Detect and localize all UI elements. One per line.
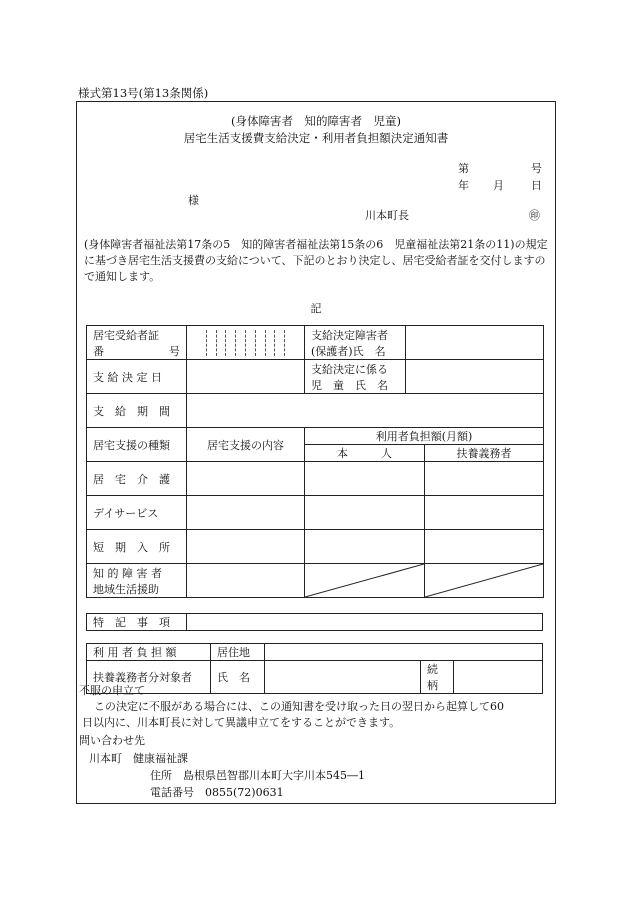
service-row-supporter-crossed bbox=[425, 564, 544, 598]
burden-target-table bbox=[86, 643, 543, 694]
contact-address: 住所 島根県邑智郡川本町大字川本545―1 bbox=[150, 769, 365, 782]
service-row-content bbox=[187, 530, 305, 564]
residence-value bbox=[265, 644, 543, 661]
service-row-self bbox=[305, 462, 425, 496]
service-row-label: 短 期 入 所 bbox=[87, 530, 187, 564]
contact-department: 川本町 健康福祉課 bbox=[89, 752, 188, 765]
service-row-content bbox=[187, 564, 305, 598]
cert-number-boxes bbox=[187, 326, 305, 360]
child-name-label bbox=[305, 360, 406, 394]
service-row-content bbox=[187, 462, 305, 496]
relation-value bbox=[454, 661, 543, 694]
form-reference: 様式第13号(第13条関係) bbox=[78, 86, 209, 100]
seal-mark: ㊞ bbox=[529, 209, 540, 222]
self-header: 本 人 bbox=[305, 445, 425, 462]
cert-label-go: 号 bbox=[169, 344, 180, 358]
cert-number-label bbox=[87, 326, 187, 360]
decision-date-label: 支 給 決 定 日 bbox=[87, 360, 187, 394]
issuer-name: 川本町長 bbox=[365, 209, 409, 222]
service-row-supporter bbox=[425, 462, 544, 496]
decision-table bbox=[86, 325, 544, 598]
name-value bbox=[265, 661, 421, 694]
service-row-label: デイサービス bbox=[87, 496, 187, 530]
decision-holder-line2: (保護者)氏 名 bbox=[311, 344, 386, 358]
residence-label: 居住地 bbox=[211, 644, 265, 661]
decision-date-value bbox=[187, 360, 305, 394]
last-row-line1: 知 的 障 害 者 bbox=[93, 566, 162, 580]
appeal-text-line2: 日以内に、川本町長に対して異議申立てをすることができます。 bbox=[82, 716, 401, 729]
appeal-heading: 不服の申立て bbox=[79, 684, 145, 697]
special-notes-table bbox=[86, 613, 543, 631]
recipient-honorific: 様 bbox=[188, 194, 199, 207]
burden-label: 利 用 者 負 担 額 bbox=[87, 644, 211, 661]
service-row-supporter bbox=[425, 496, 544, 530]
ki-heading: 記 bbox=[310, 302, 322, 315]
special-notes-value bbox=[187, 614, 543, 631]
supporter-target-label: 扶養義務者分対象者 bbox=[87, 661, 211, 694]
special-notes-label: 特 記 事 項 bbox=[87, 614, 187, 631]
cert-label-line1: 居宅受給者証 bbox=[93, 328, 159, 342]
document-title: 居宅生活支援費支給決定・利用者負担額決定通知書 bbox=[183, 131, 449, 145]
contact-heading: 問い合わせ先 bbox=[79, 734, 145, 747]
name-label: 氏 名 bbox=[211, 661, 265, 694]
service-row-label: 居 宅 介 護 bbox=[87, 462, 187, 496]
notice-number-suffix: 号 bbox=[531, 162, 542, 175]
supporter-header: 扶養義務者 bbox=[425, 445, 544, 462]
decision-holder-label bbox=[305, 326, 406, 360]
date-day: 日 bbox=[531, 179, 542, 192]
service-row-content bbox=[187, 496, 305, 530]
service-row-self-crossed bbox=[305, 564, 425, 598]
service-row-label bbox=[87, 564, 187, 598]
cert-label-ban: 番 bbox=[93, 344, 104, 358]
cert-digit-cells bbox=[197, 330, 294, 356]
date-month: 月 bbox=[493, 179, 504, 192]
child-name-value bbox=[406, 360, 544, 394]
period-label: 支 給 期 間 bbox=[87, 394, 187, 428]
service-row-supporter bbox=[425, 530, 544, 564]
title-subtitle: (身体障害者 知的障害者 児童) bbox=[231, 114, 401, 128]
service-row-self bbox=[305, 496, 425, 530]
child-label-line1: 支給決定に係る bbox=[311, 362, 388, 376]
period-value bbox=[187, 394, 544, 428]
diagonal-line bbox=[425, 564, 543, 597]
diagonal-line bbox=[305, 564, 424, 597]
notice-number-prefix: 第 bbox=[458, 162, 469, 175]
child-label-line2: 児 童 氏 名 bbox=[311, 378, 388, 392]
appeal-text-line1: この決定に不服がある場合には、この通知書を受け取った日の翌日から起算して60 bbox=[94, 700, 504, 713]
notice-body-text: (身体障害者福祉法第17条の5 知的障害者福祉法第15条の6 児童福祉法第21条の11)の規定に基づき居宅生活支援費の支給について、下記のとおり決定し、居宅受給者証を交付しますので通知します。 bbox=[84, 238, 548, 283]
decision-holder-value bbox=[406, 326, 544, 360]
service-row-self bbox=[305, 530, 425, 564]
contact-phone: 電話番号 0855(72)0631 bbox=[150, 786, 284, 799]
burden-header: 利用者負担額(月額) bbox=[305, 428, 544, 445]
type-header: 居宅支援の種類 bbox=[87, 428, 187, 462]
decision-holder-line1: 支給決定障害者 bbox=[311, 328, 388, 342]
last-row-line2: 地域生活援助 bbox=[93, 582, 159, 596]
relation-label: 続柄 bbox=[421, 661, 454, 694]
content-header: 居宅支援の内容 bbox=[187, 428, 305, 462]
date-year: 年 bbox=[458, 179, 469, 192]
cert-label-line2 bbox=[93, 343, 180, 359]
